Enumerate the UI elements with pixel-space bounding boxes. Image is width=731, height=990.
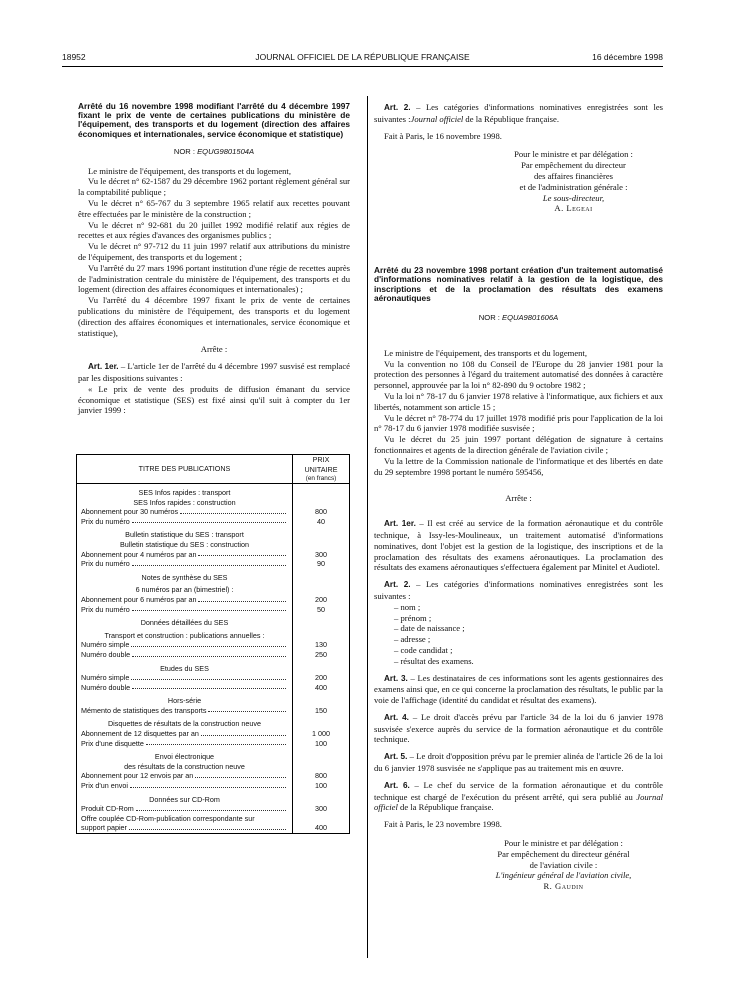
item-label: Prix du numéro <box>81 559 130 569</box>
item-price: 1 000 <box>293 729 350 739</box>
article-2: Art. 2. – Les catégories d'informations nominatives enregistrées sont les suivantes :Journal officiel de la République française. <box>374 102 663 124</box>
item-label: Numéro simple <box>81 673 130 683</box>
table-row <box>77 559 350 569</box>
item-price: 300 <box>293 804 350 814</box>
arrete-heading-2: Arrête : <box>505 493 532 504</box>
col-header-title: TITRE DES PUBLICATIONS <box>77 455 293 484</box>
journal-title: JOURNAL OFFICIEL DE LA RÉPUBLIQUE FRANÇAISE <box>255 52 470 62</box>
section-heading: Envoi électronique <box>77 748 293 762</box>
article-1: Art. 1er. – L'article 1er de l'arrêté du 4 décembre 1997 susvisé est remplacé par les dispositions suivantes : <box>78 361 350 383</box>
nor-reference-1: NOR : EQUG9801504A <box>173 146 255 156</box>
issue-date: 16 décembre 1998 <box>592 52 663 62</box>
item-label: Abonnement pour 4 numéros par an <box>81 549 197 559</box>
article-3-b: Art. 3. – Les destinataires de ces informations sont les agents gestionnaires des examens ainsi que, en ce qui concerne la proclamation des résultats, le public par la voie de l'affichage (identité du candidat et résultat des examens). <box>374 672 663 706</box>
item-price: 100 <box>293 781 350 791</box>
item-price: 150 <box>293 706 350 716</box>
table-section-row <box>77 660 350 674</box>
item-price: 400 <box>293 683 350 693</box>
section-heading: Données détaillées du SES <box>77 614 293 628</box>
table-row <box>77 706 350 716</box>
section-heading: Bulletin statistique du SES : construction <box>77 540 293 550</box>
item-price: 90 <box>293 559 350 569</box>
list-item: – adresse ; <box>394 634 431 645</box>
section-heading: SES Infos rapides : transport <box>77 484 293 498</box>
item-price: 100 <box>293 739 350 749</box>
item-label: Mémento de statistiques des transports <box>81 705 207 715</box>
table-header-row <box>77 455 350 484</box>
signatory-1: A. Legeai <box>554 203 593 214</box>
item-label: Offre couplée CD-Rom-publication correspondante sur <box>81 813 255 823</box>
preamble-para: Vu le décret n° 97-712 du 11 juin 1997 relatif aux attributions du ministre de l'équipement, des transports et du logement ; <box>78 241 350 262</box>
table-section-row <box>77 762 350 772</box>
section-subheading: 6 numéros par an (bimestriel) : <box>77 582 293 595</box>
item-label: Prix du numéro <box>81 604 130 614</box>
article-1-b: Art. 1er. – Il est créé au service de la formation aéronautique et du contrôle technique, à Issy-les-Moulineaux, un traitement automatisé d'informations nominatives, dont l'objet est la gestion de la logistique, des inscriptions et de la proclamation des résultats des examens aéronautiques. La proclamation des résultats des examens aéronautiques s'effectuera également par Minitel et Audiotel. <box>374 518 663 573</box>
section-heading: Données sur CD-Rom <box>77 791 293 805</box>
decree-title-1: Arrêté du 16 novembre 1998 modifiant l'arrêté du 4 décembre 1997 fixant le prix de vente de certaines publications du ministère de l'équipement, des transports et du logement (direction des affaires économiques et internationales, service économique et statistique) <box>78 101 350 139</box>
item-price: 800 <box>293 771 350 781</box>
article-5-b: Art. 5. – Le droit d'opposition prévu par le premier alinéa de l'article 26 de la loi du 6 janvier 1978 susvisée ne s'applique pas au traitement mis en œuvre. <box>374 751 663 774</box>
table-subheading-row <box>77 582 350 595</box>
item-price: 250 <box>293 650 350 660</box>
item-price: 400 <box>293 814 350 834</box>
price-table <box>76 454 350 834</box>
preamble-para: Le ministre de l'équipement, des transports et du logement, <box>384 347 587 358</box>
item-label: Produit CD-Rom <box>81 804 134 814</box>
item-price: 130 <box>293 640 350 650</box>
table-row <box>77 729 350 739</box>
quote-intro: « Le prix de vente des produits de diffusion émanant du service économique et statistique (SES) est fixé ainsi qu'il suit à compter du 1er janvier 1999 : <box>78 383 350 416</box>
preamble-para: Vu le décret n° 92-681 du 20 juillet 1992 modifié relatif aux régies de recettes et aux régies d'avances des organismes publics ; <box>78 219 350 241</box>
preamble-para: Vu le décret du 25 juin 1997 portant délégation de signature à certains fonctionnaires et agents de la direction générale de l'aviation civile ; <box>374 434 663 455</box>
right-column <box>374 102 663 892</box>
arrete-heading: Arrête : <box>200 344 228 355</box>
list-item: – nom ; <box>394 601 421 612</box>
section-subheading: Transport et construction : publications annuelles : <box>77 628 293 641</box>
preamble-para: Vu l'arrêté du 27 mars 1996 portant institution d'une régie de recettes auprès de l'administration centrale du ministère de l'équipement, des transports et du logement (direction des affaires économiques et internationales) ; <box>78 262 350 295</box>
item-price: 800 <box>293 507 350 517</box>
table-section-row <box>77 498 350 508</box>
table-row <box>77 781 350 791</box>
preamble-para: Vu l'arrêté du 4 décembre 1997 fixant le prix de vente de certaines publications du ministère de l'équipement, des transports et du logement (direction des affaires économiques et internationales, service économique et statistique), <box>78 295 350 338</box>
section-heading: Etudes du SES <box>77 660 293 674</box>
signing-place-1: Fait à Paris, le 16 novembre 1998. <box>384 130 502 141</box>
table-section-row <box>77 791 350 805</box>
preamble-para: Vu la loi n° 78-17 du 6 janvier 1978 relative à l'informatique, aux fichiers et aux libertés, notamment son article 15 ; <box>374 390 663 412</box>
table-row <box>77 771 350 781</box>
table-section-row <box>77 526 350 540</box>
list-item: – prénom ; <box>394 612 432 623</box>
preamble-para: Vu la lettre de la Commission nationale de l'informatique et des libertés en date du 29 septembre 1998 portant le numéro 595456, <box>374 455 663 477</box>
item-label: Numéro simple <box>81 640 130 650</box>
column-divider <box>367 96 368 958</box>
page-header <box>62 52 663 66</box>
signature-block-2: Pour le ministre et par délégation : Par empêchement du directeur général de l'aviation civile : L'ingénieur général de l'aviation civile, R. Gaudin <box>374 838 663 892</box>
table-row <box>77 550 350 560</box>
item-label: Abonnement de 12 disquettes par an <box>81 729 199 739</box>
item-price: 200 <box>293 595 350 605</box>
preamble-para: Vu le décret n° 78-774 du 17 juillet 1978 modifié pris pour l'application de la loi n° 78-17 du 6 janvier 1978 modifiée susvisée ; <box>374 412 663 434</box>
table-row <box>77 814 350 834</box>
preamble-para: Vu le décret n° 65-767 du 3 septembre 1965 relatif aux recettes pouvant être effectuées par le ministère de la construction ; <box>78 198 350 219</box>
table-subheading-row <box>77 628 350 641</box>
item-label: Prix d'une disquette <box>81 738 144 748</box>
page-number: 18952 <box>62 52 86 62</box>
table-row <box>77 673 350 683</box>
table-section-row <box>77 484 350 498</box>
table-section-row <box>77 748 350 762</box>
section-heading: SES Infos rapides : construction <box>77 498 293 508</box>
section-heading: des résultats de la construction neuve <box>77 762 293 772</box>
decree-title-2: Arrêté du 23 novembre 1998 portant création d'un traitement automatisé d'informations nominatives relatif à la gestion de la logistique, des inscriptions et de la proclamation des résultats des examens aéronautiques <box>374 265 663 303</box>
item-price: 300 <box>293 550 350 560</box>
item-price: 200 <box>293 673 350 683</box>
table-row <box>77 517 350 527</box>
table-row <box>77 804 350 814</box>
list-item: – résultat des examens. <box>394 655 474 666</box>
article-2-b: Art. 2. – Les catégories d'informations nominatives enregistrées sont les suivantes : <box>374 579 663 601</box>
table-row <box>77 739 350 749</box>
table-row <box>77 595 350 605</box>
item-label: Abonnement pour 6 numéros par an <box>81 594 197 604</box>
preamble-para: Le ministre de l'équipement, des transports et du logement, <box>88 165 291 176</box>
item-price: 50 <box>293 605 350 615</box>
item-label-cont: support papier <box>81 823 127 833</box>
table-row <box>77 605 350 615</box>
preamble-para: Vu la convention no 108 du Conseil de l'Europe du 28 janvier 1981 pour la protection des personnes à l'égard du traitement automatisé des données à caractère personnel, approuvée par la loi n° 82-890 du 9 octobre 1982 ; <box>374 358 663 391</box>
left-column <box>78 102 350 416</box>
item-label: Numéro double <box>81 649 131 659</box>
preamble-para: Vu le décret n° 62-1587 du 29 décembre 1962 portant règlement général sur la comptabilité publique ; <box>78 176 350 198</box>
nor-reference-2: NOR : EQUA9801606A <box>478 312 559 322</box>
item-label: Prix du numéro <box>81 516 130 526</box>
item-price: 40 <box>293 517 350 527</box>
table-section-row <box>77 569 350 583</box>
item-label: Abonnement pour 30 numéros <box>81 507 179 517</box>
table-section-row <box>77 692 350 706</box>
signatory-2: R. Gaudin <box>543 881 584 892</box>
section-heading: Disquettes de résultats de la construction neuve <box>77 715 293 729</box>
table-row <box>77 650 350 660</box>
table-section-row <box>77 614 350 628</box>
article-4-b: Art. 4. – Le droit d'accès prévu par l'article 34 de la loi du 6 janvier 1978 susvisée s'exerce auprès du service de la formation aéronautique et du contrôle technique. <box>374 711 663 745</box>
table-row <box>77 640 350 650</box>
signing-place-2: Fait à Paris, le 23 novembre 1998. <box>384 819 502 830</box>
article-6-b: Art. 6. – Le chef du service de la formation aéronautique et du contrôle technique est chargé de l'exécution du présent arrêté, qui sera publié au Journal officiel de la République française. <box>374 779 663 813</box>
table-section-row <box>77 715 350 729</box>
header-rule <box>62 66 663 67</box>
table-row <box>77 507 350 517</box>
signature-block-1: Pour le ministre et par délégation : Par empêchement du directeur des affaires financières et de l'administration générale : Le sous-directeur, A. Legeai <box>374 149 663 214</box>
section-heading: Notes de synthèse du SES <box>77 569 293 583</box>
item-label: Numéro double <box>81 682 131 692</box>
list-item: – date de naissance ; <box>394 623 465 634</box>
section-heading: Hors-série <box>77 692 293 706</box>
table-section-row <box>77 540 350 550</box>
col-header-price: PRIX UNITAIRE (en francs) <box>293 455 350 484</box>
item-label: Abonnement pour 12 envois par an <box>81 771 194 781</box>
table-row <box>77 683 350 693</box>
list-item: – code candidat ; <box>394 644 453 655</box>
section-heading: Bulletin statistique du SES : transport <box>77 526 293 540</box>
item-label: Prix d'un envoi <box>81 781 128 791</box>
